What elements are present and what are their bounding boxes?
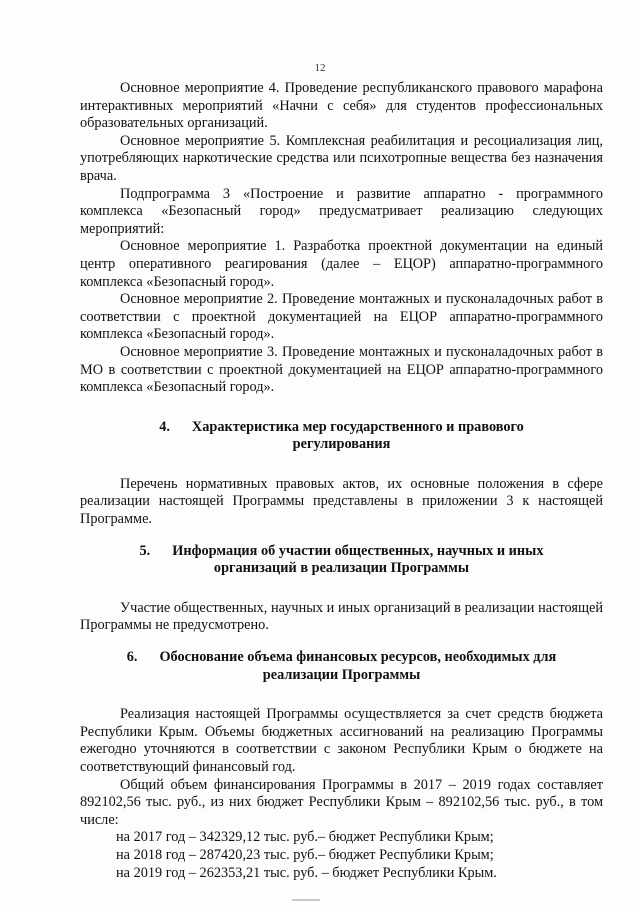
section-4-title-line2: регулирования xyxy=(292,436,391,453)
document-body xyxy=(80,80,603,882)
section-5-number: 5. xyxy=(139,542,151,559)
paragraph-sub3-event-3: Основное мероприятие 3. Проведение монтажных и пусконаладочных работ в МО в соответствии с проектной документацией на ЕЦОР аппаратно-программного комплекса «Безопасный город». xyxy=(80,343,603,396)
section-6-text-1: Реализация настоящей Программы осуществляется за счет средств бюджета Республики Крым. Объемы бюджетных ассигнований на реализацию Программы ежегодно уточняются в соответствии с законом Республики Крым о бюджете на соответствующий финансовый год. xyxy=(80,706,603,775)
section-5-heading xyxy=(80,543,603,578)
section-4-number: 4. xyxy=(159,418,170,435)
section-5-title-line1: Информация об участии общественных, научных и иных xyxy=(172,542,544,559)
section-6-text-2: Общий объем финансирования Программы в 2017 – 2019 годах составляет 892102,56 тыс. руб., из них бюджет Республики Крым – 892102,56 тыс. руб., в том числе: xyxy=(80,776,603,828)
section-4-heading xyxy=(80,419,603,454)
paragraph-event-5: Основное мероприятие 5. Комплексная реабилитация и ресоциализация лиц, употребляющих наркотические средства или психотропные вещества без назначения врача. xyxy=(80,132,603,184)
scan-artifact-mark xyxy=(292,899,320,901)
funding-year-2019: на 2019 год – 262353,21 тыс. руб. – бюджет Республики Крым. xyxy=(116,864,497,881)
section-5-text: Участие общественных, научных и иных организаций в реализации настоящей Программы не предусмотрено. xyxy=(80,599,603,634)
section-4-title-line1: Характеристика мер государственного и правового xyxy=(191,418,524,435)
funding-year-2017: на 2017 год – 342329,12 тыс. руб.– бюджет Республики Крым; xyxy=(116,829,494,846)
section-6-heading xyxy=(80,649,603,684)
section-6-title-line1: Обоснование объема финансовых ресурсов, необходимых для xyxy=(159,649,557,666)
paragraph-subprogram-3: Подпрограмма 3 «Построение и развитие аппаратно - программного комплекса «Безопасный город» предусматривает реализацию следующих мероприятий: xyxy=(80,185,603,237)
funding-year-2018: на 2018 год – 287420,23 тыс. руб.– бюджет Республики Крым; xyxy=(116,846,494,863)
section-6-number: 6. xyxy=(126,649,138,666)
paragraph-sub3-event-2: Основное мероприятие 2. Проведение монтажных и пусконаладочных работ в соответствии с проектной документацией на ЕЦОР аппаратно-программного комплекса «Безопасный город». xyxy=(80,291,603,343)
paragraph-sub3-event-1: Основное мероприятие 1. Разработка проектной документации на единый центр оперативного реагирования (далее – ЕЦОР) аппаратно-программного комплекса «Безопасный город». xyxy=(80,238,603,290)
page-number: 12 xyxy=(314,62,326,74)
paragraph-event-4: Основное мероприятие 4. Проведение республиканского правового марафона интерактивных мероприятий «Начни с себя» для студентов профессиональных образовательных организаций. xyxy=(80,80,603,132)
section-4-text: Перечень нормативных правовых актов, их основные положения в сфере реализации настоящей Программы представлены в приложении 3 к настоящей Программе. xyxy=(80,475,603,528)
section-6-title-line2: реализации Программы xyxy=(262,666,421,683)
section-5-title-line2: организаций в реализации Программы xyxy=(213,560,470,577)
